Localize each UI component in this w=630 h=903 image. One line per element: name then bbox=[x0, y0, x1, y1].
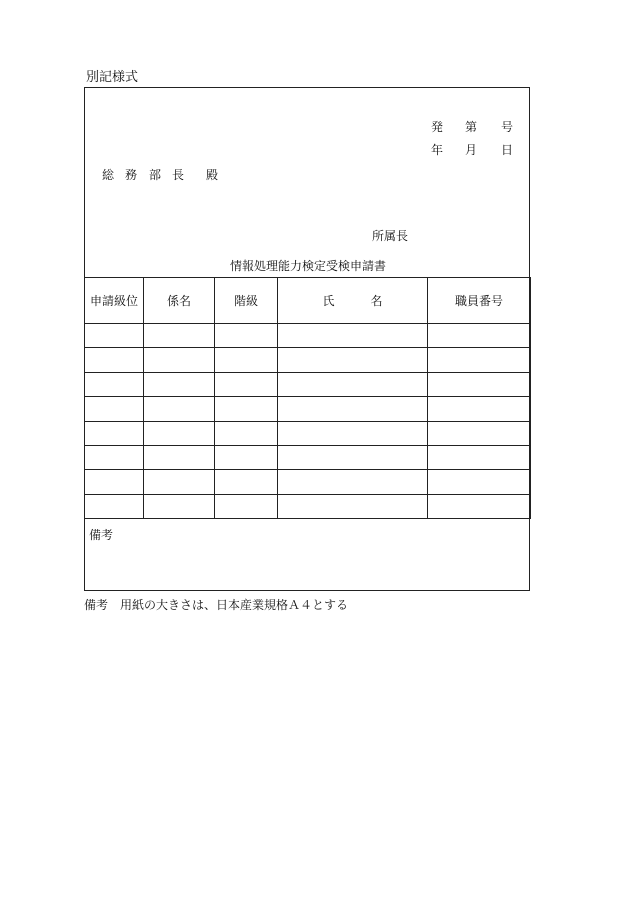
table-cell[interactable] bbox=[278, 348, 428, 372]
table-row bbox=[85, 348, 531, 372]
table-row bbox=[85, 397, 531, 421]
applicant-table bbox=[84, 277, 531, 519]
addressee-char: 部 bbox=[149, 168, 162, 182]
table-cell[interactable] bbox=[428, 445, 531, 469]
table-cell[interactable] bbox=[85, 348, 144, 372]
table-cell[interactable] bbox=[428, 421, 531, 445]
addressee-char: 総 bbox=[102, 168, 115, 182]
sender-title: 所属長 bbox=[372, 229, 409, 243]
table-row bbox=[85, 324, 531, 348]
table-cell[interactable] bbox=[85, 397, 144, 421]
table-cell[interactable] bbox=[144, 445, 215, 469]
addressee-char: 務 bbox=[125, 168, 138, 182]
table-cell[interactable] bbox=[144, 397, 215, 421]
date-month: 月 bbox=[465, 143, 478, 157]
table-cell[interactable] bbox=[215, 445, 278, 469]
addressee-honorific: 殿 bbox=[206, 168, 219, 182]
table-cell[interactable] bbox=[144, 372, 215, 396]
table-cell[interactable] bbox=[215, 470, 278, 494]
table-cell[interactable] bbox=[278, 397, 428, 421]
issue-suffix: 号 bbox=[501, 120, 514, 134]
table-cell[interactable] bbox=[428, 372, 531, 396]
table-cell[interactable] bbox=[215, 372, 278, 396]
date-year: 年 bbox=[431, 143, 444, 157]
table-cell[interactable] bbox=[85, 421, 144, 445]
date-day: 日 bbox=[501, 143, 514, 157]
table-cell[interactable] bbox=[144, 470, 215, 494]
table-row bbox=[85, 494, 531, 518]
remarks-label: 備考 bbox=[89, 528, 114, 542]
document-title: 情報処理能力検定受検申請書 bbox=[230, 259, 387, 273]
table-row bbox=[85, 445, 531, 469]
table-cell[interactable] bbox=[428, 470, 531, 494]
footnote: 備考 用紙の大きさは、日本産業規格Ａ４とする bbox=[84, 598, 349, 612]
table-cell[interactable] bbox=[144, 494, 215, 518]
table-cell[interactable] bbox=[215, 421, 278, 445]
table-cell[interactable] bbox=[144, 421, 215, 445]
table-row bbox=[85, 372, 531, 396]
column-header-section: 係名 bbox=[144, 278, 215, 324]
column-header-name: 氏 名 bbox=[278, 278, 428, 324]
table-cell[interactable] bbox=[428, 348, 531, 372]
table-cell[interactable] bbox=[85, 445, 144, 469]
table-cell[interactable] bbox=[278, 372, 428, 396]
table-cell[interactable] bbox=[278, 470, 428, 494]
table-cell[interactable] bbox=[215, 494, 278, 518]
table-cell[interactable] bbox=[278, 421, 428, 445]
form-style-label: 別記様式 bbox=[86, 70, 139, 85]
table-cell[interactable] bbox=[215, 348, 278, 372]
table-row bbox=[85, 470, 531, 494]
table-cell[interactable] bbox=[85, 470, 144, 494]
table-cell[interactable] bbox=[85, 494, 144, 518]
table-cell[interactable] bbox=[85, 324, 144, 348]
addressee-char: 長 bbox=[172, 168, 185, 182]
application-form bbox=[84, 87, 530, 591]
table-cell[interactable] bbox=[278, 445, 428, 469]
table-cell[interactable] bbox=[428, 494, 531, 518]
column-header-grade: 申請級位 bbox=[85, 278, 144, 324]
table-cell[interactable] bbox=[428, 324, 531, 348]
table-row bbox=[85, 421, 531, 445]
column-header-rank: 階級 bbox=[215, 278, 278, 324]
issue-mark: 発 bbox=[431, 120, 444, 134]
table-cell[interactable] bbox=[215, 397, 278, 421]
table-cell[interactable] bbox=[428, 397, 531, 421]
table-cell[interactable] bbox=[278, 494, 428, 518]
table-cell[interactable] bbox=[215, 324, 278, 348]
issue-number-label: 第 bbox=[465, 120, 478, 134]
table-cell[interactable] bbox=[144, 324, 215, 348]
column-header-employee-number: 職員番号 bbox=[428, 278, 531, 324]
table-header-row bbox=[85, 278, 531, 324]
table-cell[interactable] bbox=[278, 324, 428, 348]
table-cell[interactable] bbox=[144, 348, 215, 372]
table-cell[interactable] bbox=[85, 372, 144, 396]
